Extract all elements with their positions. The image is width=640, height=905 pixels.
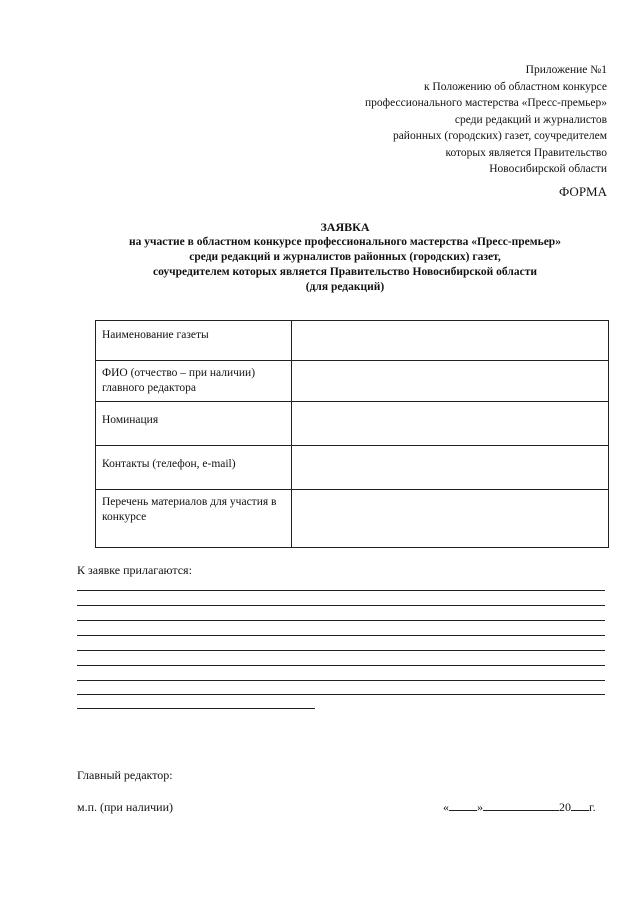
appendix-line: среди редакций и журналистов <box>454 113 607 126</box>
day-blank[interactable] <box>449 800 477 811</box>
form-label: ФОРМА <box>559 184 607 199</box>
row-label: Перечень материалов для участия в конкурсе <box>96 490 292 548</box>
row-label: Контакты (телефон, e-mail) <box>96 446 292 490</box>
year-prefix: 20 <box>559 800 571 814</box>
appendix-line: профессионального мастерства «Пресс-премьер» <box>365 97 607 109</box>
attachment-line[interactable] <box>77 680 605 681</box>
row-value-field[interactable] <box>292 402 609 446</box>
attachments-label: К заявке прилагаются: <box>77 563 192 577</box>
application-table <box>95 320 609 548</box>
appendix-line: Новосибирской области <box>489 163 607 175</box>
document-title: ЗАЯВКА <box>320 220 370 234</box>
table-row <box>96 402 609 446</box>
appendix-line: Приложение №1 <box>525 64 607 76</box>
attachment-line[interactable] <box>77 694 605 695</box>
month-blank[interactable] <box>483 800 559 811</box>
row-value-field[interactable] <box>292 321 609 361</box>
year-suffix: г. <box>589 800 596 814</box>
appendix-block <box>365 62 607 178</box>
attachment-line[interactable] <box>77 708 315 709</box>
heading-line: (для редакций) <box>305 281 385 293</box>
chief-editor-label: Главный редактор: <box>77 768 173 782</box>
table-row <box>96 446 609 490</box>
date-open-quote: « <box>443 800 449 814</box>
date-field[interactable] <box>443 800 596 815</box>
heading-line: на участие в областном конкурсе профессионального мастерства «Пресс-премьер» <box>129 236 561 248</box>
document-heading <box>60 220 630 295</box>
row-value-field[interactable] <box>292 490 609 548</box>
stamp-label: м.п. (при наличии) <box>77 800 173 814</box>
date-close-quote: » <box>477 800 483 814</box>
appendix-line: районных (городских) газет, соучредителем <box>392 130 607 142</box>
table-row <box>96 361 609 402</box>
row-label: ФИО (отчество – при наличии) главного редактора <box>96 361 292 402</box>
row-value-field[interactable] <box>292 361 609 402</box>
attachment-line[interactable] <box>77 665 605 666</box>
attachment-line[interactable] <box>77 650 605 651</box>
heading-line: среди редакций и журналистов районных (городских) газет, <box>189 251 501 263</box>
table-row <box>96 321 609 361</box>
attachment-line[interactable] <box>77 590 605 591</box>
row-label: Номинация <box>96 402 292 446</box>
year-blank[interactable] <box>571 800 589 811</box>
row-value-field[interactable] <box>292 446 609 490</box>
appendix-line: которых является Правительство <box>445 146 607 159</box>
attachment-line[interactable] <box>77 605 605 606</box>
table-row <box>96 490 609 548</box>
heading-line: соучредителем которых является Правительство Новосибирской области <box>153 266 537 278</box>
attachment-line[interactable] <box>77 620 605 621</box>
appendix-line: к Положению об областном конкурсе <box>423 80 607 93</box>
attachment-line[interactable] <box>77 635 605 636</box>
row-label: Наименование газеты <box>96 321 292 361</box>
